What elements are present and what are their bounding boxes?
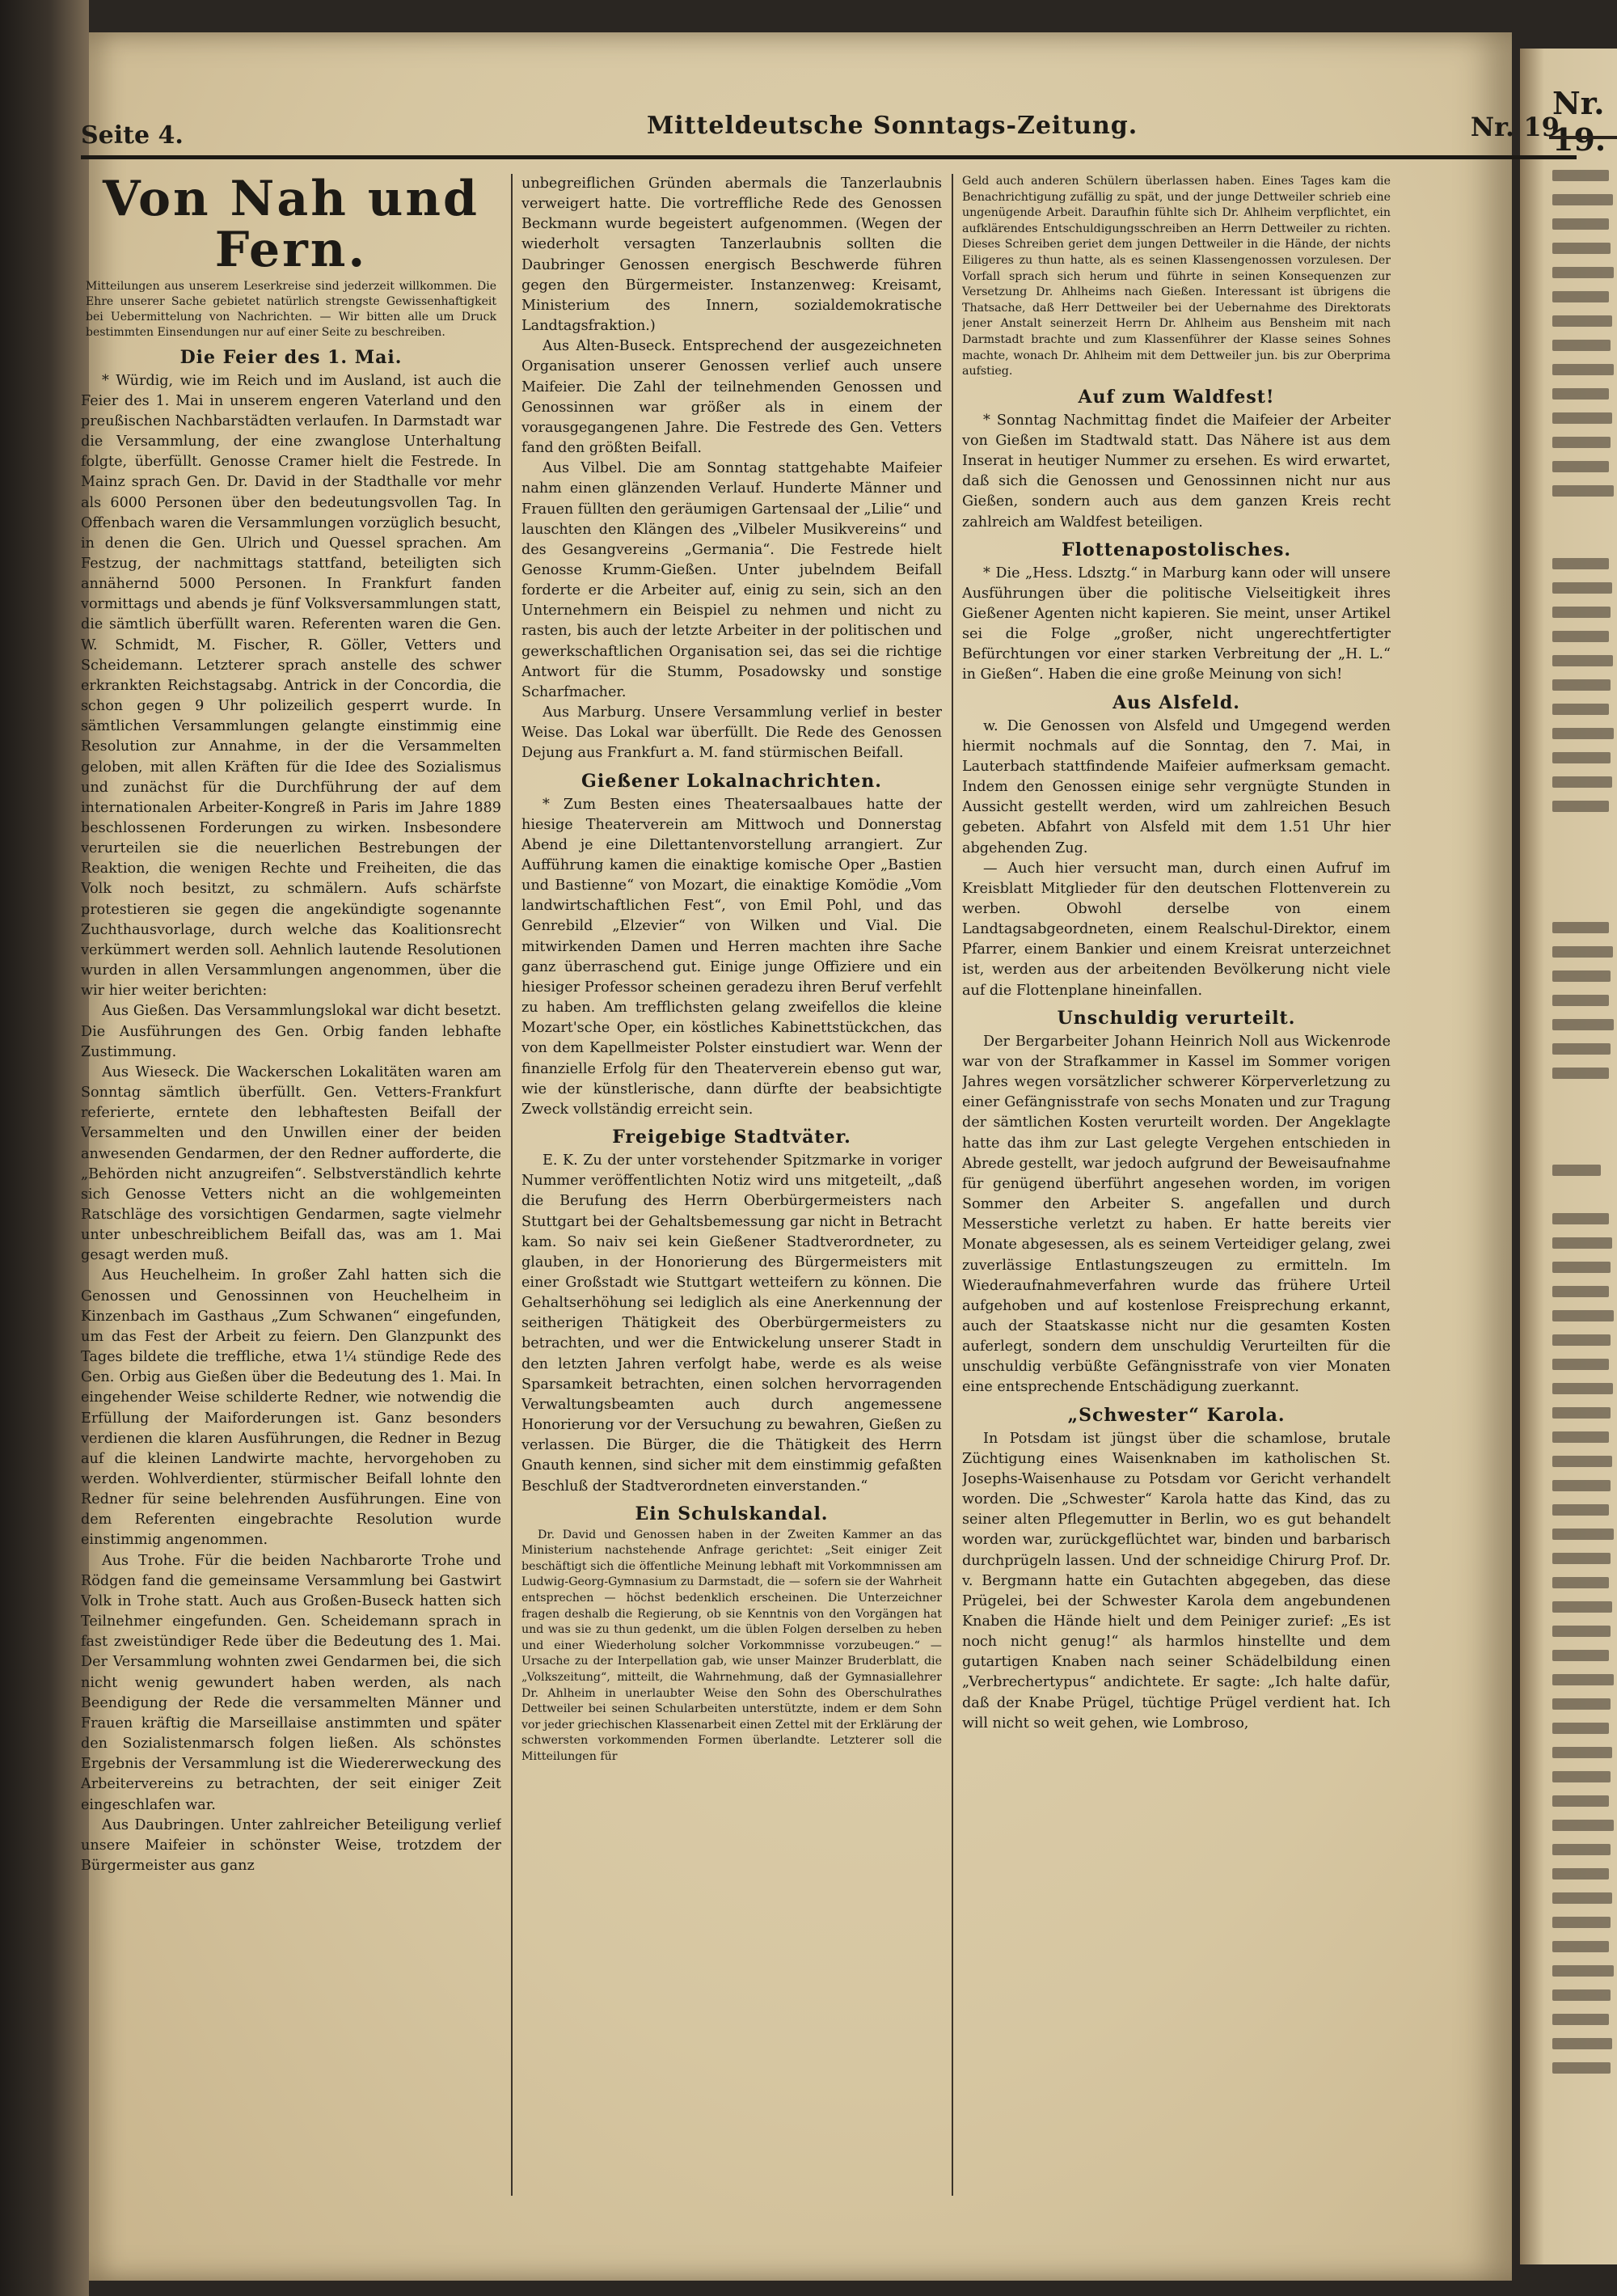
adjacent-page-text-line [1552,1286,1609,1297]
newspaper-title: Mitteldeutsche Sonntags-Zeitung. [647,112,1138,140]
adjacent-page-text-line [1552,776,1612,788]
adjacent-page-text-line [1552,1383,1613,1394]
adjacent-page-text-line [1552,970,1611,982]
text-columns [81,174,1391,2196]
adjacent-page-text-line [1552,679,1611,691]
adjacent-page-text-line [1552,291,1609,302]
column-2 [521,174,942,2196]
adjacent-page-text-line [1552,704,1609,715]
book-gutter-left [0,0,89,2296]
adjacent-page-text-line [1552,1262,1611,1273]
article-paragraph: Aus Heuchelheim. In großer Zahl hatten sich die Genossen und Genossinnen von Heuchelheim in Kinzenbach im Gasthaus „Zum Schwanen“ eingefunden, um das Fest der Arbeit zu feiern. Den Glanzpunkt des Tages bildete die treffliche, etwa 1¼ stündige Rede des Gen. Orbig aus Gießen über die Bedeutung des 1. Mai. In eingehender Weise schilderte Redner, wie notwendig die Erfüllung der Maiforderungen ist. Ganz besonders verdienen die klaren Ausführungen, die Redner in Bezug auf die kleinen Landwirte machte, hervorgehoben zu werden. Wohlverdienter, stürmischer Beifall lohnte den Redner für seine belehrenden Ausführungen. Eine von dem Referenten eingebrachte Resolution wurde einstimmig angenommen. [81,1267,501,1549]
adjacent-page-text-line [1552,1431,1609,1443]
adjacent-page-text-line [1552,1165,1601,1176]
adjacent-page-text-line [1552,1795,1609,1807]
article-paragraph: * Die „Hess. Ldsztg.“ in Marburg kann oder will unsere Ausführungen über die politische Vielseitigkeit ihres Gießener Agenten nicht kapieren. Sie meint, unser Artikel sei die Folge „großer, nicht ungerechtfertigter Befürchtungen vor einer starken Verbreitung der „H. L.“ in Gießen“. Haben die eine große Meinung von sich! [962,564,1391,683]
adjacent-page-text-line [1552,267,1614,278]
adjacent-page-text-line [1552,1989,1611,2001]
adjacent-page-text-line [1552,752,1611,763]
adjacent-page-text-line [1552,1601,1612,1613]
adjacent-page-text-line [1552,801,1609,812]
adjacent-page-text-line [1552,2062,1611,2074]
adjacent-page-text-line [1552,1747,1612,1758]
article-title: Flottenapostolisches. [1061,539,1292,560]
adjacent-page-text-line [1552,631,1609,642]
adjacent-page-text-line [1552,728,1614,739]
article-paragraph: Aus Daubringen. Unter zahlreicher Beteiligung verlief unsere Maifeier in schönster Weise, trotzdem der Bürgermeister aus ganz [81,1816,501,1874]
article-paragraph: E. K. Zu der unter vorstehender Spitzmarke in voriger Nummer veröffentlichten Notiz wird uns mitgeteilt, „daß die Berufung des Herrn Oberbürgermeisters nach Stuttgart bei der Gehaltsbemessung gar nicht in Betracht kam. So naiv sei kein Gießener Stadtverordneter, zu glauben, in der Honorierung des Bürgermeisters mit einer Großstadt wie Stuttgart wetteifern zu können. Die Gehaltserhöhung sei lediglich als eine Anerkennung der seitherigen Thätigkeit des Oberbürgermeisters zu betrachten, und wer die Entwickelung unserer Stadt in den letzten Jahren verfolgt habe, werde es als weise Sparsamkeit betrachten, einen solchen hervorragenden Verwaltungsbeamten auch durch angemessene Honorierung vor der Versuchung zu bewahren, Gießen zu verlassen. Die Bürger, die die Thätigkeit des Herrn Gnauth kennen, sind sicher mit dem einstimmig gefaßten Beschluß der Stadtverordneten einverstanden.“ [521,1152,942,1495]
issue-number: Nr. 19. [1470,112,1568,142]
adjacent-page-text-line [1552,1553,1611,1564]
adjacent-page-text-line [1552,995,1609,1006]
adjacent-page-text-line [1552,1674,1614,1685]
adjacent-page-text-line [1552,1504,1609,1516]
article-paragraph: Aus Alten-Buseck. Entsprechend der ausgezeichneten Organisation unserer Genossen verlief auch unsere Maifeier. Die Zahl der teilnehmenden Genossen und Genossinnen war größer als in einem der vorausgegangenen Jahre. Die Festrede des Gen. Vetters fand den größten Beifall. [521,338,942,457]
adjacent-page-text-line [1552,655,1613,666]
header-rule [81,155,1577,159]
article-title: Unschuldig verurteilt. [1057,1007,1296,1029]
article-paragraph: w. Die Genossen von Alsfeld und Umgegend werden hiermit nochmals auf die Sonntag, den 7. Mai, in Lauterbach stattfindende Maifeier aufmerksam gemacht. Indem den Genossen einige sehr vergnügte Stunden in Aussicht gestellt werden, wird um zahlreichen Besuch gebeten. Abfahrt von Alsfeld mit dem 1.51 Uhr hier abgehenden Zug. [962,717,1391,856]
adjacent-page-text-line [1552,1965,1614,1977]
adjacent-page-text-line [1552,218,1609,230]
adjacent-page-text-line [1552,1019,1614,1030]
article-paragraph: unbegreiflichen Gründen abermals die Tanzerlaubnis verweigert hatte. Die vortreffliche Rede des Genossen Beckmann wurde begeistert aufgenommen. (Wegen der wiederholt versagten Tanzerlaubnis sollten die Daubringer Genossen energisch Beschwerde führen gegen den Bürgermeister. Instanzenweg: Kreisamt, Ministerium des Innern, sozialdemokratische Landtagsfraktion.) [521,175,942,335]
adjacent-page-text-line [1552,1941,1609,1952]
page-number: Seite 4. [81,121,184,150]
adjacent-page-text-line [1552,194,1613,205]
article-paragraph: Aus Marburg. Unsere Versammlung verlief in bester Weise. Das Lokal war überfüllt. Die Rede des Genossen Dejung aus Frankfurt a. M. fand stürmischen Beifall. [521,704,942,762]
section-title: Von Nah und Fern. [102,174,479,278]
adjacent-page-text-line [1552,1456,1612,1467]
adjacent-page-text-line [1552,922,1609,933]
adjacent-page-text-line [1552,1917,1611,1928]
adjacent-page-text-line [1552,485,1614,497]
article-title: Auf zum Waldfest! [1078,386,1275,408]
section-note: Mitteilungen aus unserem Leserkreise sind jederzeit willkommen. Die Ehre unserer Sache gebietet natürlich strengste Gewissenhaftigkeit bei Uebermittelung von Nachrichten. — Wir bitten alle um Druck bestimmten Einsendungen nur auf einer Seite zu beschreiben. [86,280,496,339]
article-title: Die Feier des 1. Mai. [179,346,403,368]
adjacent-page-text-line [1552,558,1609,569]
article-title: Aus Alsfeld. [1112,691,1240,713]
adjacent-page-text-line [1552,1480,1611,1491]
article-paragraph: * Zum Besten eines Theatersaalbaues hatte der hiesige Theaterverein am Mittwoch und Donnerstag Abend je eine Dilettantenvorstellung arrangiert. Zur Aufführung kamen die einaktige komische Oper „Bastien und Bastienne“ von Mozart, die einaktige Komödie „Vom landwirtschaftlichen Fest“, von Emil Pohl, und das Genrebild „Elzevier“ von Wilken und Vial. Die mitwirkenden Damen und Herren machten ihre Sache ganz überraschend gut. Einige junge Offiziere und ein hiesiger Professor scheinen geradezu ihren Beruf verfehlt zu haben. Am trefflichsten gelang zweifellos die kleine Mozart'sche Oper, ein köstliches Kabinettstückchen, das von dem Kapellmeister Polster einstudiert war. Wenn der finanzielle Erfolg für den Theaterverein ebenso gut war, wie der künstlerische, dann dürfte der beabsichtigte Zweck vollständig erreicht sein. [521,796,942,1118]
adjacent-page-text-line [1552,2014,1609,2025]
adjacent-page-text-line [1552,1213,1609,1224]
adjacent-page-text-line [1552,1698,1611,1710]
adjacent-page-text-line [1552,340,1611,351]
adjacent-page-text-line [1552,607,1611,618]
column-1 [81,174,501,2196]
adjacent-page-text-line [1552,461,1609,472]
adjacent-page-text-line [1552,1310,1614,1321]
article-title: Gießener Lokalnachrichten. [581,770,882,792]
adjacent-page-text-line [1552,1407,1611,1419]
adjacent-page-text-line [1552,412,1612,424]
article-paragraph-small: Geld auch anderen Schülern überlassen haben. Eines Tages kam die Benachrichtigung zufällig zu spät, und der junge Dettweiler schrieb eine ungenügende Arbeit. Daraufhin fühlte sich Dr. Ahlheim verpflichtet, ein aufklärendes Entschuldigungsschreiben an Herrn Dettweiler zu richten. Dieses Schreiben geriet dem jungen Dettweiler in die Hände, der nichts Eiligeres zu thun hatte, als es seinen Klassengenossen vorzulesen. Der Vorfall sprach sich herum und führte in seinen Konsequenzen zur Versetzung Dr. Ahlheims nach Gießen. Interessant ist übrigens die Thatsache, daß Herr Dettweiler bei der Uebernahme des Direktorats jener Anstalt seinerzeit Herrn Dr. Ahlheim aus Bensheim mit nach Darmstadt brachte und zum Klassenführer der Klasse seines Sohnes machte, wonach Dr. Ahlheim mit dem Dettweiler jun. bis zur Oberprima aufstieg. [962,175,1391,378]
column-divider [952,174,953,2196]
adjacent-page-text-line [1552,1892,1612,1904]
article-paragraph: Der Bergarbeiter Johann Heinrich Noll aus Wickenrode war von der Strafkammer in Kassel im Sommer vorigen Jahres wegen vorsätzlicher schwerer Körperverletzung zu einer Gefängnisstrafe von sechs Monaten und zur Tragung der sämtlichen Kosten verurteilt worden. Der Angeklagte hatte das ihm zur Last gelegte Vergehen entschieden in Abrede gestellt, war jedoch aufgrund der Beweisaufnahme für genügend überführt angesehen worden, im vorigen Sommer den Arbeiter S. angefallen und durch Messerstiche verletzt zu haben. Er hatte bereits vier Monate abgesessen, als es seinem Verteidiger gelang, zwei zuverlässige Entlastungszeugen zu ermitteln. Im Wiederaufnahmeverfahren wurde das frühere Urteil aufgehoben und auf kostenlose Freisprechung erkannt, auch der Staatskasse nicht nur die gesamten Kosten auferlegt, sondern dem unschuldig Verurteilten für die unschuldig verbüßte Gefängnisstrafe von vier Monaten eine entsprechende Entschädigung zuerkannt. [962,1033,1391,1396]
adjacent-page-text-line [1552,437,1611,448]
article-paragraph: * Sonntag Nachmittag findet die Maifeier der Arbeiter von Gießen im Stadtwald statt. Das Nähere ist aus dem Inserat in heutiger Nummer zu ersehen. Es wird erwartet, daß sich die Genossen und Genossinnen nicht nur aus Gießen, sondern auch aus dem ganzen Kreis recht zahlreich am Waldfest beteiligen. [962,412,1391,531]
article-paragraph: In Potsdam ist jüngst über die schamlose, brutale Züchtigung eines Waisenknaben im katholischen St. Josephs-Waisenhause zu Potsdam vor Gericht verhandelt worden. Die „Schwester“ Karola hatte das Kind, das zu seiner alten Pflegemutter in Berlin, wo es gut behandelt worden war, zurückgeflüchtet war, binden und barbarisch durchprügeln lassen. Und der schneidige Chirurg Prof. Dr. v. Bergmann hatte ein Gutachten abgegeben, das diese Prügelei, bei der Schwester Karola dem angebundenen Knaben die Hände hielt und dem Peiniger zurief: „Es ist noch nicht genug!“ als harmlos hinstellte und dem gutartigen Knaben nach seiner Schädelbildung einen „Verbrechertypus“ andichtete. Er sagte: „Ich halte dafür, daß der Knabe Prügel, tüchtige Prügel verdient hat. Ich will nicht so weit gehen, wie Lombroso, [962,1430,1391,1732]
article-paragraph: Aus Gießen. Das Versammlungslokal war dicht besetzt. Die Ausführungen des Gen. Orbig fanden lebhafte Zustimmung. [81,1003,501,1060]
article-paragraph: * Würdig, wie im Reich und im Ausland, ist auch die Feier des 1. Mai in unserem engeren Vaterland und den preußischen Nachbarstädten verlaufen. In Darmstadt war die Versammlung, der eine zwanglose Unterhaltung folgte, überfüllt. Genosse Cramer hielt die Festrede. In Mainz sprach Gen. Dr. David in der Stadthalle vor mehr als 6000 Personen über den bedeutungsvollen Tag. In Offenbach waren die Versammlungen vorzüglich besucht, in denen die Gen. Ulrich und Quessel sprachen. Am Festzug, der nachmittags stattfand, beteiligten sich annähernd 5000 Personen. In Frankfurt fanden vormittags und abends je fünf Volksversammlungen statt, die sämtlich überfüllt waren. Referenten waren die Gen. W. Schmidt, M. Fischer, R. Göller, Vetters und Scheidemann. Letzterer sprach anstelle des schwer erkrankten Reichstagsabg. Antrick in der Concordia, die schon gegen 9 Uhr polizeilich gesperrt wurde. In sämtlichen Versammlungen gelangte einstimmig eine Resolution zur Annahme, in der die Versammelten geloben, mit allen Kräften für die Idee des Sozialismus und zunächst für die Durchführung der auf dem internationalen Arbeiter-Kongreß in Paris im Jahre 1889 beschlossenen Forderungen zu wirken. Insbesondere verurteilen sie die neuerlichen Bestrebungen der Reaktion, die wenigen Rechte und Freiheiten, die das Volk noch besitzt, zu schmälern. Aufs schärfste protestieren sie gegen die angekündigte sogenannte Zuchthausvorlage, durch welche das Koalitionsrecht verkümmert werden soll. Aehnlich lautende Resolutionen wurden in allen Versammlungen angenommen, über die wir hier weiter berichten: [81,372,501,1000]
adjacent-page-text-line [1552,1868,1609,1880]
adjacent-page-text-line [1552,1723,1609,1734]
adjacent-page-text-line [1552,1820,1614,1831]
adjacent-page-text-line [1552,1650,1609,1661]
adjacent-page-text-line [1552,388,1609,400]
adjacent-page-text-line [1552,1068,1609,1079]
adjacent-page-text-line [1552,1043,1611,1055]
article-paragraph: Aus Trohe. Für die beiden Nachbarorte Trohe und Rödgen fand die gemeinsame Versammlung bei Gastwirt Volk in Trohe statt. Auch aus Großen-Buseck hatten sich Teilnehmer eingefunden. Gen. Scheidemann sprach in fast zweistündiger Rede über die Bedeutung des 1. Mai. Der Versammlung wohnten zwei Gendarmen bei, die sich nicht wenig gewundert haben werden, als nach Beendigung der Rede die versammelten Männer und Frauen kräftig die Marseillaise anstimmten und später den Sozialistenmarsch folgen ließen. Als schönstes Ergebnis der Versammlung ist die Wiedererweckung des Arbeitervereins zu betrachten, der seit einiger Zeit eingeschlafen war. [81,1552,501,1813]
adjacent-page-text-line [1552,1529,1614,1540]
adjacent-page-text-line [1552,1626,1611,1637]
article-paragraph: Aus Vilbel. Die am Sonntag stattgehabte Maifeier nahm einen glänzenden Verlauf. Hunderte Männer und Frauen füllten den geräumigen Gartensaal der „Lilie“ und lauschten den Klängen des „Vilbeler Musikvereins“ und des Gesangvereins „Germania“. Die Festrede hielt Genosse Krumm-Gießen. Unter jubelndem Beifall forderte er die Arbeiter auf, einig zu sein, sich an den Unternehmern ein Beispiel zu nehmen und nicht zu rasten, bis auch der letzte Arbeiter in der politischen und gewerkschaftlichen Organisation sei, das sei die richtige Antwort für die Stumm, Posadowsky und sonstige Scharfmacher. [521,460,942,700]
adjacent-page-text-line [1552,170,1609,181]
column-divider [511,174,513,2196]
adjacent-page-text-line [1552,1577,1609,1588]
adjacent-page-text-line [1552,1771,1611,1782]
adjacent-page-text-line [1552,582,1612,594]
article-title: Freigebige Stadtväter. [612,1127,851,1148]
article-title: Ein Schulskandal. [635,1503,829,1524]
adjacent-page-text-line [1552,1359,1609,1370]
article-paragraph: Aus Wieseck. Die Wackerschen Lokalitäten waren am Sonntag sämtlich überfüllt. Gen. Vetters-Frankfurt referierte, erntete den lebhaftesten Beifall der Versammelten und den Unwillen einer der beiden anwesenden Gendarmen, der den Redner aufforderte, die „Behörden nicht anzugreifen“. Selbstverständlich kehrte sich Genosse Vetters nicht an die wohlgemeinten Ratschläge des vorsichtigen Gendarmen, sagte vielmehr unter unbeschreiblichem Beifall das, was am 1. Mai gesagt werden muß. [81,1063,501,1264]
adjacent-page-text-line [1552,243,1611,254]
article-paragraph: — Auch hier versucht man, durch einen Aufruf im Kreisblatt Mitglieder für den deutschen Flottenverein zu werben. Obwohl derselbe von einem Landtagsabgeordneten, einem Realschul-Direktor, einem Pfarrer, einem Bankier und einem Kreisrat unterzeichnet ist, werden aus der arbeitenden Bevölkerung nicht viele auf die Flottenplane hineinfallen. [962,860,1391,999]
article-title: „Schwester“ Karola. [1067,1404,1286,1426]
adjacent-page [1520,49,1617,2264]
adjacent-page-text-line [1552,1844,1611,1855]
adjacent-page-text-line [1552,364,1614,375]
adjacent-page-text-line [1552,2038,1612,2049]
adjacent-page-text-line [1552,1237,1612,1249]
page-header [81,65,1577,150]
adjacent-page-text-line [1552,1334,1611,1346]
adjacent-page-text-line [1552,946,1613,958]
column-3 [962,174,1391,2196]
adjacent-page-text-line [1552,315,1612,327]
adjacent-page-issue: Nr. 19. [1552,85,1606,158]
article-paragraph-small: Dr. David und Genossen haben in der Zweiten Kammer an das Ministerium nachstehende Anfrage gerichtet: „Seit einiger Zeit beschäftigt sich die öffentliche Meinung lebhaft mit Vorkommnissen am Ludwig-Georg-Gymnasium zu Darmstadt, die — sofern sie der Wahrheit entsprechen — höchst bedenklich erscheinen. Die Unterzeichner fragen deshalb die Regierung, ob sie Kenntnis von den Vorgängen hat und was sie zu thun gedenkt, um die üblen Folgen derselben zu heben und einer Wiederholung solcher Vorkommnisse vorzubeugen.“ — Ursache zu der Interpellation gab, wie unser Mainzer Bruderblatt, die „Volkszeitung“, mitteilt, die Wahrnehmung, daß der Gymnasiallehrer Dr. Ahlheim in unerlaubter Weise den Sohn des Oberschulrathes Dettweiler bei seinen Schularbeiten unterstützte, indem er dem Sohn vor jeder griechischen Klassenarbeit einen Zettel mit der Erklärung der schwersten vorkommenden Formen überlandte. Letzterer soll die Mitteilungen für [521,1528,942,1763]
